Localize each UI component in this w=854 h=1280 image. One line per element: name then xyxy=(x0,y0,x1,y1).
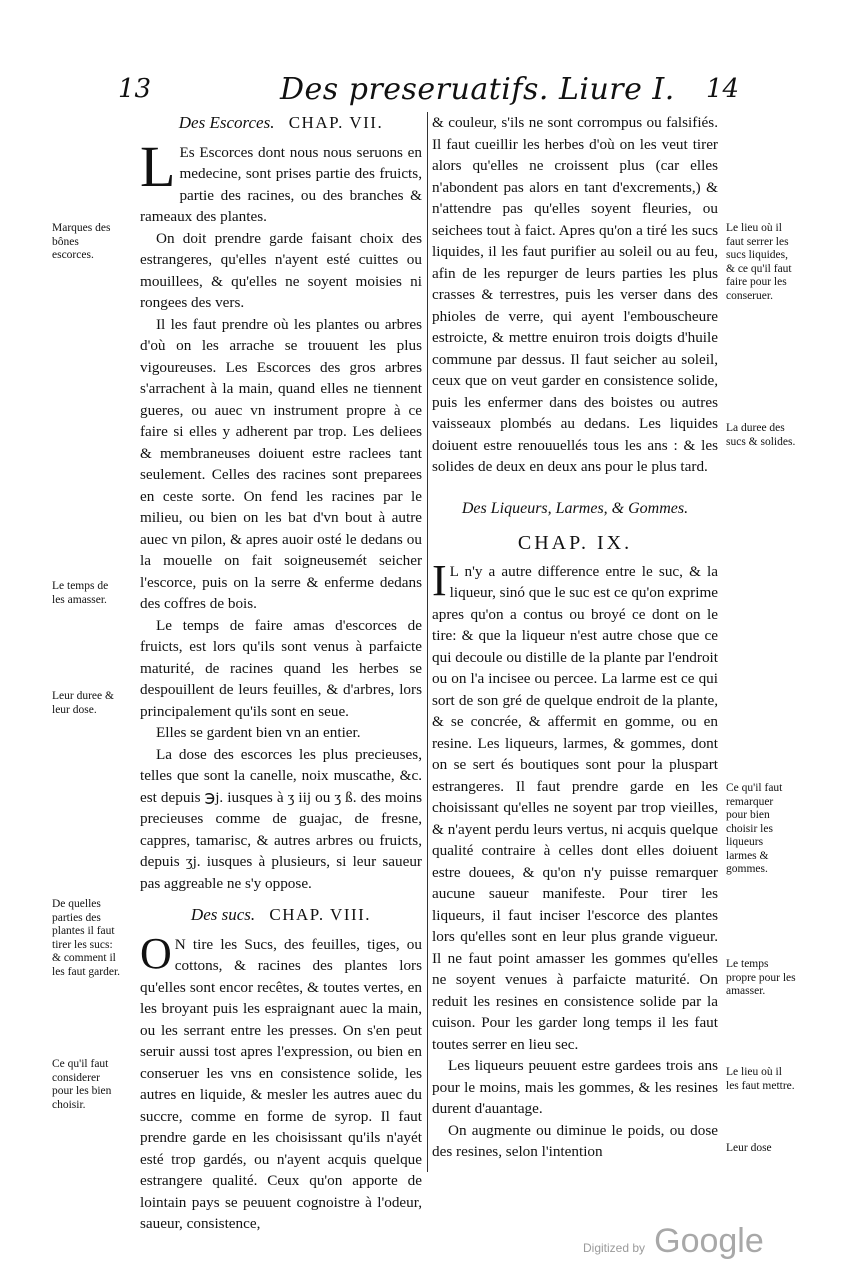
chapter-9-title: Des Liqueurs, Larmes, & Gommes. xyxy=(461,499,689,517)
chapter-9-paragraph-3: On augmente ou diminue le poids, ou dose des resines, selon l'intention xyxy=(432,1121,718,1160)
margin-note-left-5: Ce qu'il faut considerer pour les bien choisir. xyxy=(52,1058,112,1111)
chapter-8-continuation: & couleur, s'ils ne sont corrompus ou falsifiés. Il faut cueillir les herbes d'où on les veut tirer alors qu'elles ne croissent plus (car elles n'abondent pas alors en tant d'excrements,) & n'attendre pas qu'elles soyent fleuries, ou seichees tout à faict. Apres qu'on a tiré les sucs liquides, il les faut purifier au soleil ou au feu, afin de les repurger de leurs parties les plus crasses & terrestres, puis les verser dans des phioles de verre, qui ayent l'embouscheure estroicte, & mettre enuiron trois doigts d'huile commune par dessus. Il faut seicher au soleil, ceux que on veut garder en consistence solide, puis les enfermer dans des boistes ou autres vaisseaux plombés au dedans. Les liquides doiuent estre renouuellés tous les ans : & les solides de deux en deux ans pour le plus tard. xyxy=(432,114,718,475)
chapter-8-paragraph-1: O N tire les Sucs, des feuilles, tiges, ou cottons, & racines des plantes lors qu'elles sont encor recêtes, & toutes vertes, en les broyant puis les espraignant auec la main, ou les serrant entre les presses. On s'en peut seruir aussi tost apres l'expression, ou bien en conseruer les vns en consistence solide, les autres en liquide, & mesler les autres auec du succre, comme en forme de syrop. Il faut prendre garde en les choisissant qu'ils n'ayét esté trop gardés, ou n'ayent acquis quelque estrangere qualité. Ceux qu'on apporte de lointain pays se peuuent cognoistre à l'odeur, saueur, consistence, xyxy=(140,928,422,1232)
margin-note-right-3: Ce qu'il faut remarquer pour bien choisir les liqueurs larmes & gommes. xyxy=(726,782,783,875)
right-column xyxy=(432,112,718,1163)
margin-note-left-2: Le temps de les amasser. xyxy=(52,580,109,606)
chapter-9-paragraph-1: I L n'y a autre difference entre le suc, & la liqueur, sinó que le suc est ce qu'on exprime apres qu'on a contus ou broyé ce dont on le tire: & que la liqueur n'est autre chose que ce qui decoule ou distille de la plante par l'endroit ou on l'a incisee ou percee. La larme est ce qui sort de son gré de quelque endroit de la plante, & se concrée, & affermit en gomme, ou en resine. Les liqueurs, larmes, & gommes, dont on se sert és boutiques sont pour la pluspart estrangeres. Il faut prendre garde en les choisissant qu'elles ne soyent par trop vieilles, & n'ayent perdu leurs vertus, ni acquis quelque qualité contraire à celles dont elles doiuent estre douees, & qu'on n'y puisse remarquer aucune saueur manifeste. Pour tirer les liqueurs, il faut inciser l'escorce des plantes lors qu'elles sont en leur plus grande vigueur. Il ne faut point amasser les gommes qu'elles ne soyent venues à parfaicte maturité. On reduit les resines en consistence solide par la cuison. Pour les garder long temps il les faut toutes serrer en lieu sec. xyxy=(432,555,718,1053)
running-header xyxy=(0,72,854,112)
chapter-8-heading xyxy=(140,904,422,926)
chapter-7-paragraph-5: Elles se gardent bien vn an entier. xyxy=(156,724,361,741)
chapter-7-paragraph-3: Il les faut prendre où les plantes ou arbres d'où on les arrache se trouuent les plus vigoureuses. Les Escorces des gros arbres s'arrachent à la main, quand elles ne tiennent gueres, ou auec vn instrument propre à ce faire si elles y adherent par trop. Les deliees & membraneuses doiuent estre raclees tant seulement. Celles des racines sont preparees en ceste sorte. On fend les racines par le milieu, ou bien on les bat d'vn bout à autre auec vn pilon, & apres auoir osté le dedans ou la mouelle on fait soigneusemét seicher l'escorce, puis on la serre & enferme dedans des coffres de bois. xyxy=(140,315,422,612)
left-column xyxy=(140,112,422,1235)
running-title: Des preseruatifs. Liure I. xyxy=(280,72,675,107)
chapter-7-number: CHAP. VII. xyxy=(288,113,384,132)
margin-note-right-5: Le lieu où il les faut mettre. xyxy=(726,1066,795,1092)
chapter-8-title: Des sucs. xyxy=(190,905,256,924)
page-number-left: 13 xyxy=(118,74,152,104)
chapter-7-paragraph-4: Le temps de faire amas d'escorces de fruicts, est lors qu'ils sont venus à parfaicte maturité, de racines quand les herbes se despouillent de leurs feuilles, & d'arbres, lors principalement qu'ils sont en seue. xyxy=(140,616,422,720)
margin-note-left-3: Leur duree & leur dose. xyxy=(52,690,114,716)
margin-note-left-1: Marques des bônes escorces. xyxy=(52,222,111,261)
watermark-google-logo: Google xyxy=(654,1222,764,1260)
margin-note-right-6: Leur dose xyxy=(726,1142,772,1154)
margin-note-right-4: Le temps propre pour les amasser. xyxy=(726,958,796,997)
drop-cap-i: I xyxy=(432,555,447,605)
chapter-9-paragraph-2: Les liqueurs peuuent estre gardees trois ans pour le moins, mais les gommes, & les resines durent d'auantage. xyxy=(432,1057,718,1117)
chapter-7-title: Des Escorces. xyxy=(178,113,275,132)
digitized-watermark xyxy=(583,1222,764,1261)
page-number-right: 14 xyxy=(706,74,740,104)
chapter-7-paragraph-1: L Es Escorces dont nous nous seruons en medecine, sont prises partie des fruicts, partie des racines, ou des branches & rameaux des plantes. xyxy=(140,133,422,225)
chapter-7-heading xyxy=(140,112,422,134)
column-divider xyxy=(427,112,428,1172)
margin-note-right-2: La duree des sucs & solides. xyxy=(726,422,796,448)
margin-note-left-4: De quelles parties des plantes il faut tirer les sucs: & comment il les faut garder. xyxy=(52,898,121,978)
chapter-7-paragraph-2: On doit prendre garde faisant choix des estrangeres, qu'elles n'ayent esté cuittes ou mouillees, & qu'elles ne soyent moisies ni rongees des vers. xyxy=(140,229,422,311)
drop-cap-l: L xyxy=(140,133,176,199)
chapter-9-number: CHAP. IX. xyxy=(517,532,633,554)
drop-cap-o: O xyxy=(140,928,172,978)
margin-note-right-1: Le lieu où il faut serrer les sucs liquides, & ce qu'il faut faire pour les conseruer. xyxy=(726,222,792,302)
chapter-7-paragraph-6: La dose des escorces les plus precieuses, telles que sont la canelle, noix muscathe, &c. est depuis ℈j. iusques à ʒ iij ou ʒ ß. des moins precieuses comme de guajac, de fresne, cappres, tamarisc, & autres arbres ou fruicts, depuis ʒj. iusques à plusieurs, si leur saueur pas aggreable ne s'y oppose. xyxy=(140,745,422,892)
watermark-small-text: Digitized by xyxy=(583,1241,646,1255)
chapter-8-number: CHAP. VIII. xyxy=(269,905,372,924)
